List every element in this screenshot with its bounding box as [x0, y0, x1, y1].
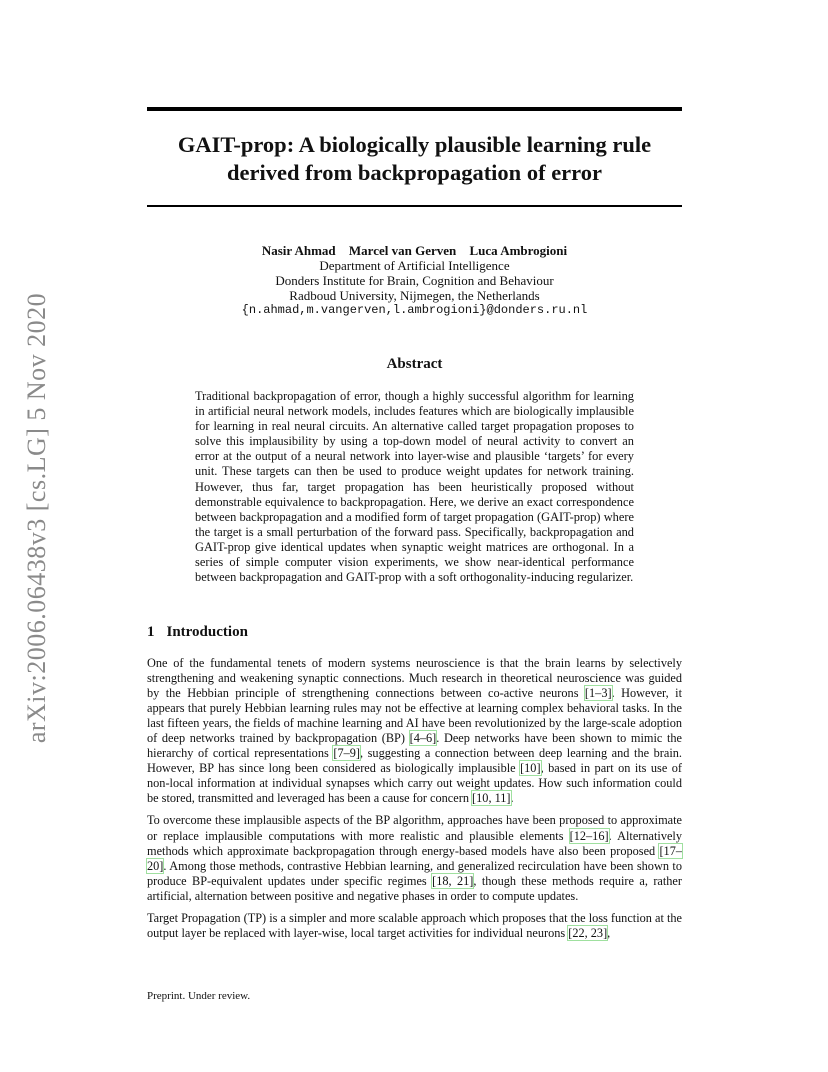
author-name: Luca Ambrogioni [469, 243, 568, 258]
affiliation-line: Department of Artificial Intelligence [319, 258, 510, 273]
paragraph [147, 911, 682, 941]
text-run: One of the fundamental tenets of modern systems neuroscience is that the brain learns by selectively strengthening and weakening synaptic connections. Much research in theoretical neuroscience was guided by the Hebbian principle of strengthening connections between co-active neurons [147, 656, 682, 701]
text-run: . Deep networks have been shown to mimic the hierarchy of cortical representations [147, 731, 682, 761]
text-run: , suggesting a connection between deep learning and the brain. However, BP has since long been considered as biologically implausible [147, 746, 682, 776]
author-name: Marcel van Gerven [348, 243, 457, 258]
arxiv-identifier-text: arXiv:2006.06438v3 [cs.LG] 5 Nov 2020 [22, 292, 51, 744]
author-block [147, 243, 682, 318]
text-run: , based in part on its use of non-local information at individual synapses which carry out weight updates. How such information could be stored, transmitted and leveraged has been a cause for concern [147, 761, 682, 806]
citation-link[interactable]: [7–9] [333, 746, 360, 761]
citation-link[interactable]: [4–6] [409, 731, 437, 746]
text-run: To overcome these implausible aspects of the BP algorithm, approaches have been proposed to approximate or replace implausible computations with more realistic and plausible elements [147, 813, 682, 843]
citation-link[interactable]: [1–3] [584, 686, 612, 701]
citation-link[interactable]: [18, 21] [432, 873, 474, 888]
title-bottom-rule [147, 205, 682, 207]
text-run: Target Propagation (TP) is a simpler and more scalable approach which proposes that the loss function at the output layer be replaced with layer-wise, local target activities for individual neurons [147, 910, 682, 940]
preprint-footer: Preprint. Under review. [147, 990, 251, 1002]
section-title: Introduction [166, 624, 248, 640]
paragraph [147, 813, 682, 903]
section-number: 1 [147, 624, 155, 640]
text-run: . However, it appears that purely Hebbian learning rules may not be effective at learning complex behavioral tasks. In the last fifteen years, the fields of machine learning and AI have been revolutionized by the large-scale adoption of deep networks trained by backpropagation (BP) [147, 686, 682, 746]
paper-title-line-1: GAIT-prop: A biologically plausible learning rule [177, 132, 652, 157]
text-run: . Alternatively methods which approximate backpropagation through energy-based models have also been proposed [147, 828, 682, 858]
citation-link[interactable]: [17–20] [147, 843, 682, 873]
author-emails[interactable]: {n.ahmad,m.vangerven,l.ambrogioni}@donders.ru.nl [241, 303, 588, 317]
introduction-body [147, 656, 682, 948]
affiliation-line: Radboud University, Nijmegen, the Netherlands [289, 288, 540, 303]
paper-title-line-2: derived from backpropagation of error [227, 160, 602, 185]
citation-link[interactable]: [22, 23] [568, 925, 608, 940]
text-run: , [607, 925, 611, 940]
text-run: . [510, 791, 514, 806]
title-top-rule [147, 107, 682, 111]
citation-link[interactable]: [10, 11] [472, 791, 511, 806]
affiliation-line: Donders Institute for Brain, Cognition and Behaviour [275, 273, 554, 288]
abstract-heading: Abstract [386, 356, 443, 372]
text-run: , though these methods require a, rather artificial, alternation between positive and negative phases in order to compute updates. [147, 873, 682, 903]
paper-title [147, 131, 682, 187]
citation-link[interactable]: [10] [520, 761, 541, 776]
arxiv-identifier [17, 288, 57, 748]
section-heading [147, 624, 682, 641]
author-names [147, 243, 682, 258]
author-name: Nasir Ahmad [261, 243, 336, 258]
citation-link[interactable]: [12–16] [569, 828, 609, 843]
text-run: . Among those methods, contrastive Hebbian learning, and generalized recirculation have been shown to produce BP-equivalent updates under specific regimes [147, 858, 682, 888]
abstract-text: Traditional backpropagation of error, though a highly successful algorithm for learning in artificial neural network models, includes features which are biologically implausible for learning in real neural circuits. An alternative called target propagation proposes to solve this implausibility by using a top-down model of neural activity to convert an error at the output of a neural network into layer-wise and plausible ‘targets’ for every unit. These targets can then be used to produce weight updates for network training. However, thus far, target propagation has been heuristically proposed without demonstrable equivalence to backpropagation. Here, we derive an exact correspondence between backpropagation and a modified form of target propagation (GAIT-prop) where the target is a small perturbation of the forward pass. Specifically, backpropagation and GAIT-prop give identical updates when synaptic weight matrices are orthogonal. In a series of simple computer vision experiments, we show near-identical performance between backpropagation and GAIT-prop with a soft orthogonality-inducing regularizer. [195, 389, 634, 585]
paragraph [147, 656, 682, 806]
